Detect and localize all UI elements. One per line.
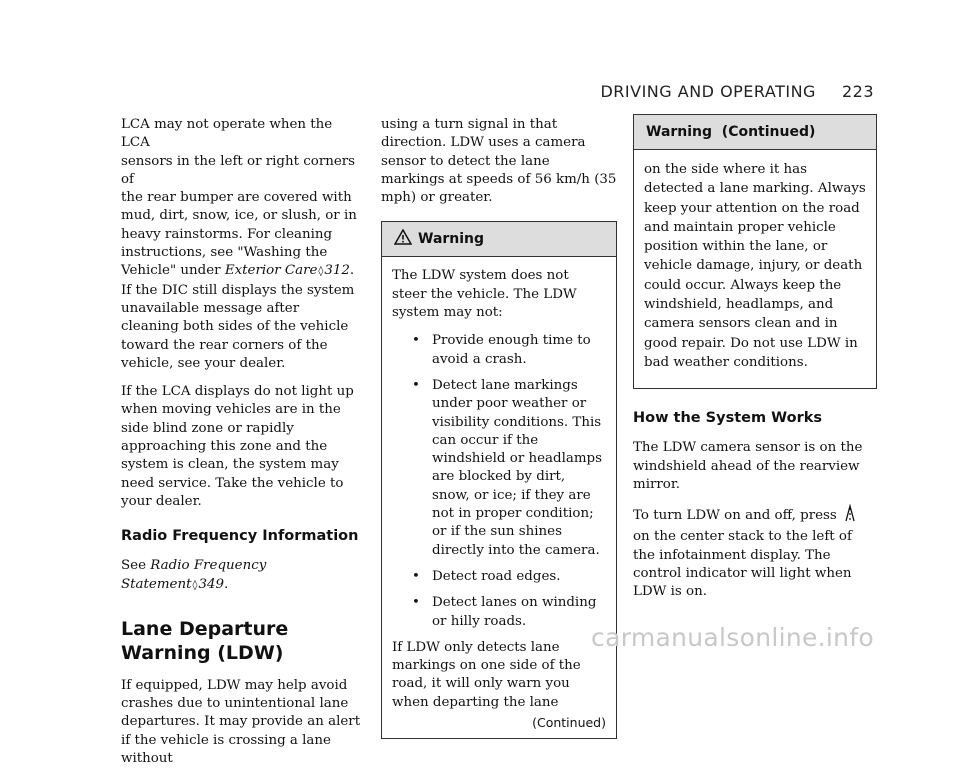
warning-continued-header: Warning (Continued) — [634, 115, 876, 150]
radio-statement-page[interactable]: 349 — [198, 576, 224, 592]
lca-paragraph: LCA may not operate when the LCA sensors in the left or right corners of the rear bumper are covered with mud, dirt, snow, ice, or slush, or in heavy rainstorms. For cleaning instructions, see "Washing the Vehicle" under Exterior Care◊312. If the DIC still displays the system unavailable message after cleaning both sides of the vehicle toward the rear corners of the vehicle, see your dealer. — [121, 116, 361, 373]
warning-list — [392, 332, 606, 630]
warning-end-text: If LDW only detects lane markings on one side of the road, it will only warn you when departing the lane — [392, 639, 581, 710]
how-system-works-heading: How the System Works — [633, 410, 822, 427]
radio-see-line: See Radio Frequency Statement◊349. — [121, 558, 267, 592]
radio-statement-link[interactable]: Radio Frequency Statement — [121, 558, 267, 592]
warning-intro: The LDW system does not steer the vehicle. The LDW system may not: — [392, 268, 577, 321]
column-2 — [381, 116, 617, 739]
column-3 — [633, 116, 877, 612]
warning-continued-text: on the side where it has detected a lane marking. Always keep your attention on the road and maintain proper vehicle position within the lane, or vehicle damage, injury, or death could occur. Always keep the windshield, headlamps, and camera sensors clean and in good repair. Do not use LDW in bad weather conditions. — [644, 162, 866, 370]
warning-body — [382, 257, 616, 738]
warning-continued-body — [634, 150, 876, 388]
exterior-care-page[interactable]: 312 — [324, 263, 350, 279]
list-item: • Detect road edges. — [412, 568, 561, 584]
list-item: • Detect lanes on winding or hilly roads. — [412, 595, 597, 629]
lca-display-paragraph: If the LCA displays do not light up when moving vehicles are in the side blind zone or rapidly approaching this zone and the system is clean, the system may need service. Take the vehicle to your dealer. — [121, 384, 354, 509]
page-header — [600, 82, 874, 101]
warning-box — [381, 221, 617, 739]
reference-arrow-icon: ◊ — [318, 266, 324, 278]
exterior-care-link[interactable]: Exterior Care — [224, 263, 318, 279]
reference-arrow-icon: ◊ — [192, 579, 198, 591]
dic-paragraph: If the DIC still displays the system unavailable message after cleaning both sides of the vehicle toward the rear corners of the vehicle, see your dealer. — [121, 282, 355, 371]
how-paragraph-1: The LDW camera sensor is on the windshield ahead of the rearview mirror. — [633, 440, 863, 492]
list-item: • Detect lane markings under poor weather or visibility conditions. This can occur if the windshield or headlamps are blocked by dirt, snow, or ice; if they are not in proper condition; or if the sun shines directly into the camera. — [412, 377, 602, 558]
list-item: • Provide enough time to avoid a crash. — [412, 333, 591, 367]
watermark: carmanualsonline.info — [591, 623, 874, 652]
how-paragraph-2: To turn LDW on and off, press on the center stack to the left of the infotainment display. The control indicator will light when LDW is on. — [633, 504, 877, 601]
page-number: 223 — [841, 82, 874, 101]
lane-departure-wheel-icon — [843, 504, 857, 528]
continued-label: (Continued) — [532, 715, 606, 731]
warning-triangle-icon — [394, 229, 412, 250]
radio-frequency-heading: Radio Frequency Information — [121, 528, 359, 545]
column-1 — [121, 116, 361, 778]
ldw-intro-paragraph: If equipped, LDW may help avoid crashes due to unintentional lane departures. It may provide an alert if the vehicle is crossing a lane without — [121, 677, 361, 767]
warning-header — [382, 222, 616, 257]
section-title: DRIVING AND OPERATING — [600, 82, 816, 101]
ldw-heading: Lane Departure Warning (LDW) — [121, 617, 289, 664]
ldw-continued-paragraph: using a turn signal in that direction. LDW uses a camera sensor to detect the lane markings at speeds of 56 km/h (35 mph) or greater. — [381, 117, 617, 206]
warning-continued-box — [633, 114, 877, 389]
warning-title: Warning — [418, 231, 485, 248]
